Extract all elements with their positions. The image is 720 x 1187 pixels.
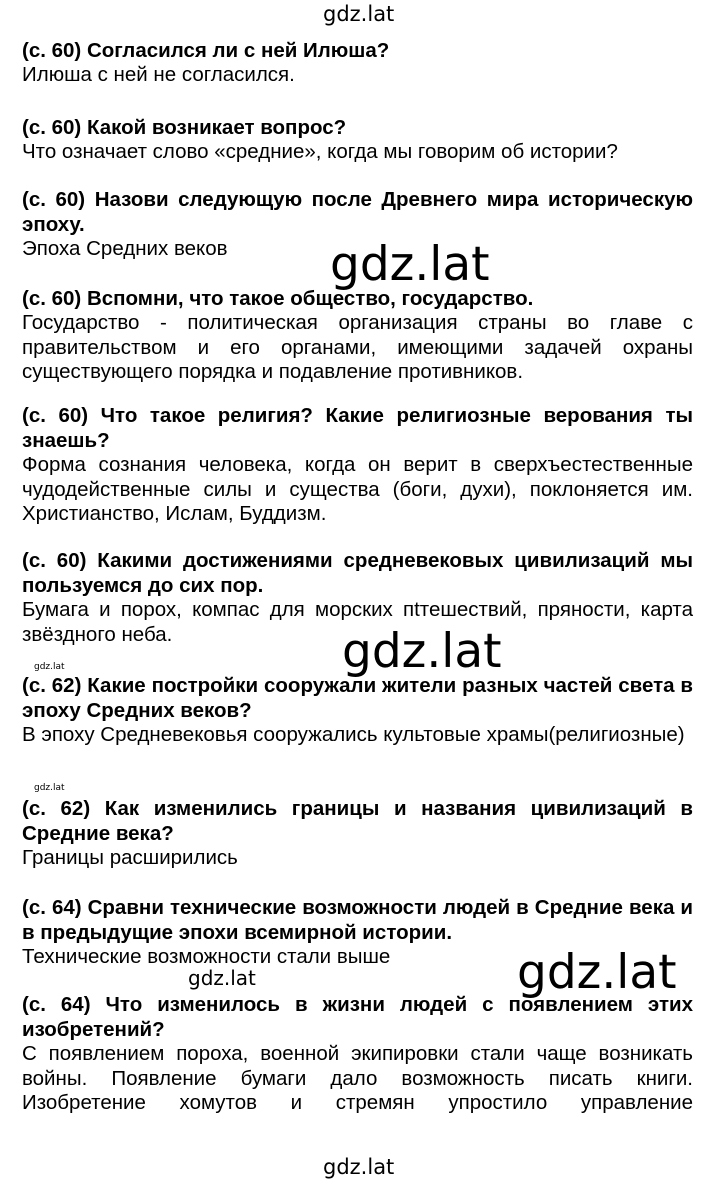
watermark-medium: gdz.lat <box>188 966 256 990</box>
answer-text: Форма сознания человека, когда он верит в сверхъестественные чудодейственные силы и существа (боги, духи), поклоняется им. Христианство, Ислам, Буддизм. <box>22 453 693 525</box>
qa-item-5 <box>22 403 693 527</box>
answer-text: Границы расширились <box>22 846 238 869</box>
watermark-small-2: gdz.lat <box>34 783 65 793</box>
question-text: (с. 60) Назови следующую после Древнего мира историческую эпоху. <box>22 188 693 236</box>
answer-text: Бумага и порох, компас для морских пtтешествий, пряности, карта звёздного неба. <box>22 598 693 646</box>
qa-item-10 <box>22 992 693 1116</box>
qa-item-4 <box>22 286 693 385</box>
qa-item-8 <box>22 796 693 871</box>
question-text: (с. 64) Что изменилось в жизни людей с появлением этих изобретений? <box>22 993 693 1041</box>
watermark-top: gdz.lat <box>323 2 395 26</box>
question-text: (с. 62) Как изменились границы и названия цивилизаций в Средние века? <box>22 797 693 845</box>
question-text: (с. 60) Какой возникает вопрос? <box>22 116 347 139</box>
question-text: (с. 60) Согласился ли с ней Илюша? <box>22 39 390 62</box>
watermark-large-1: gdz.lat <box>330 237 490 292</box>
watermark-bottom: gdz.lat <box>323 1155 395 1179</box>
qa-item-6 <box>22 548 693 647</box>
qa-item-2 <box>22 115 693 165</box>
question-text: (с. 62) Какие постройки сооружали жители разных частей света в эпоху Средних веков? <box>22 674 693 722</box>
question-text: (с. 60) Что такое религия? Какие религиозные верования ты знаешь? <box>22 404 693 452</box>
qa-item-1 <box>22 38 693 88</box>
answer-text: Что означает слово «средние», когда мы говорим об истории? <box>22 140 618 163</box>
answer-text: Государство - политическая организация страны во главе с правительством и его органами, имеющими задачей охраны существующего порядка и подавление противников. <box>22 311 693 383</box>
question-text: (с. 60) Вспомни, что такое общество, государство. <box>22 287 534 310</box>
answer-text: С появлением пороха, военной экипировки стали чаще возникать войны. Появление бумаги дало возможность писать книги. Изобретение хомутов и стремян упростило управление <box>22 1042 693 1114</box>
answer-text: В эпоху Средневековья сооружались культовые храмы(религиозные) <box>22 723 685 746</box>
question-text: (с. 64) Сравни технические возможности людей в Средние века и в предыдущие эпохи всемирной истории. <box>22 896 693 944</box>
qa-item-3 <box>22 187 693 262</box>
answer-text: Технические возможности стали выше <box>22 945 391 968</box>
answer-text: Илюша с ней не согласился. <box>22 63 295 86</box>
answer-text: Эпоха Средних веков <box>22 237 228 260</box>
watermark-large-3: gdz.lat <box>517 945 677 1000</box>
qa-item-9 <box>22 895 693 970</box>
question-text: (с. 60) Какими достижениями средневековых цивилизаций мы пользуемся до сих пор. <box>22 549 693 597</box>
watermark-small-1: gdz.lat <box>34 662 65 672</box>
watermark-large-2: gdz.lat <box>342 624 502 679</box>
qa-item-7 <box>22 673 693 748</box>
